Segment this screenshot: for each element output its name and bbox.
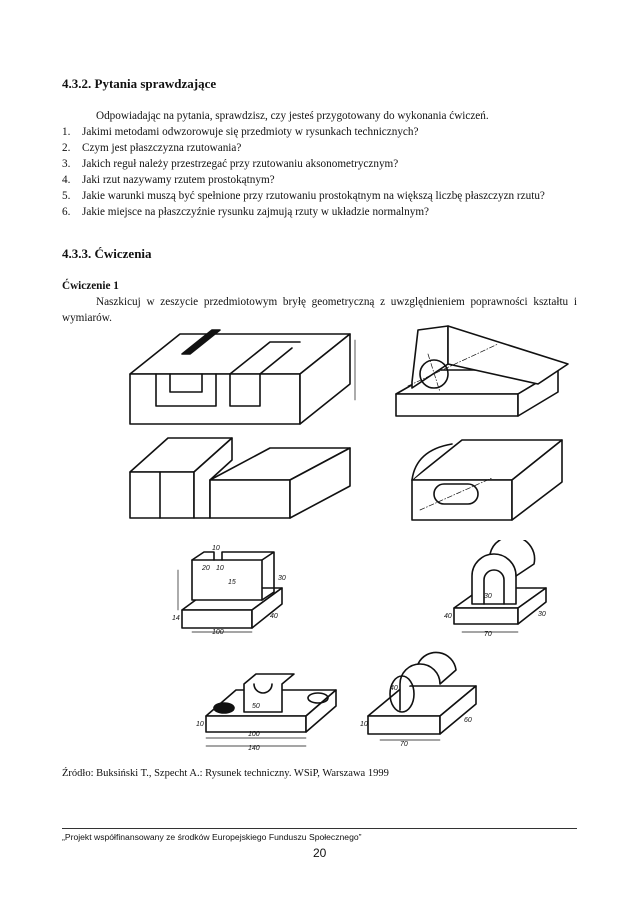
svg-text:40: 40 — [390, 685, 398, 692]
dimensioned-step-block-figure — [172, 540, 302, 635]
list-item: 6. Jakie miejsce na płaszczyźnie rysunku zajmują rzuty w układzie normalnym? — [62, 206, 429, 218]
list-item: 1. Jakimi metodami odwzorowuje się przedmioty w rysunkach technicznych? — [62, 126, 419, 138]
svg-text:70: 70 — [484, 631, 492, 638]
page-number: 20 — [313, 846, 327, 860]
svg-text:100: 100 — [248, 731, 260, 738]
svg-text:10: 10 — [360, 721, 368, 728]
dimensioned-arch-block-figure — [442, 540, 552, 638]
dimensioned-cylinder-block-figure — [360, 640, 480, 748]
dimensioned-long-block-figure — [196, 660, 346, 750]
exercise-title: Ćwiczenie 1 — [62, 280, 119, 292]
svg-text:100: 100 — [212, 629, 224, 635]
questions-list — [62, 124, 577, 220]
isometric-inclined-block-figure — [378, 324, 578, 429]
list-item: 3. Jakich reguł należy przestrzegać przy rzutowaniu aksonometrycznym? — [62, 158, 399, 170]
svg-text:140: 140 — [248, 745, 260, 750]
svg-text:15: 15 — [228, 579, 236, 586]
section-heading-433: 4.3.3. Ćwiczenia — [62, 246, 152, 261]
list-item: 5. Jakie warunki muszą być spełnione przy rzutowaniu prostokątnym na większą liczbę płaszczyzn rzutu? — [62, 190, 545, 202]
section-heading-432: 4.3.2. Pytania sprawdzające — [62, 76, 217, 91]
svg-text:70: 70 — [400, 741, 408, 748]
svg-text:14: 14 — [172, 615, 180, 622]
svg-text:30: 30 — [484, 593, 492, 600]
footer-text: „Projekt współfinansowany ze środków Europejskiego Funduszu Społecznego” — [62, 832, 362, 842]
exercise-instruction: Naszkicuj w zeszycie przedmiotowym bryłę geometryczną z uwzględnieniem poprawności kształtu i wymiarów. — [62, 296, 577, 324]
svg-text:50: 50 — [252, 703, 260, 710]
svg-text:40: 40 — [444, 613, 452, 620]
footer-divider — [62, 828, 577, 829]
source-citation: Źródło: Buksiński T., Szpecht A.: Rysunek techniczny. WSiP, Warszawa 1999 — [62, 768, 389, 779]
isometric-rounded-block-figure — [392, 430, 572, 525]
svg-text:60: 60 — [464, 717, 472, 724]
list-item: 4. Jaki rzut nazywamy rzutem prostokątnym? — [62, 174, 275, 186]
isometric-slotted-block-figure — [120, 328, 360, 430]
isometric-channel-block-figure — [120, 430, 360, 525]
svg-text:10: 10 — [196, 721, 204, 728]
svg-text:10: 10 — [212, 545, 220, 552]
svg-text:10: 10 — [216, 565, 224, 572]
list-item: 2. Czym jest płaszczyzna rzutowania? — [62, 142, 242, 154]
svg-text:30: 30 — [538, 611, 546, 618]
svg-text:40: 40 — [270, 613, 278, 620]
svg-text:30: 30 — [278, 575, 286, 582]
svg-text:20: 20 — [202, 565, 210, 572]
questions-intro: Odpowiadając na pytania, sprawdzisz, czy jesteś przygotowany do wykonania ćwiczeń. — [96, 110, 489, 122]
